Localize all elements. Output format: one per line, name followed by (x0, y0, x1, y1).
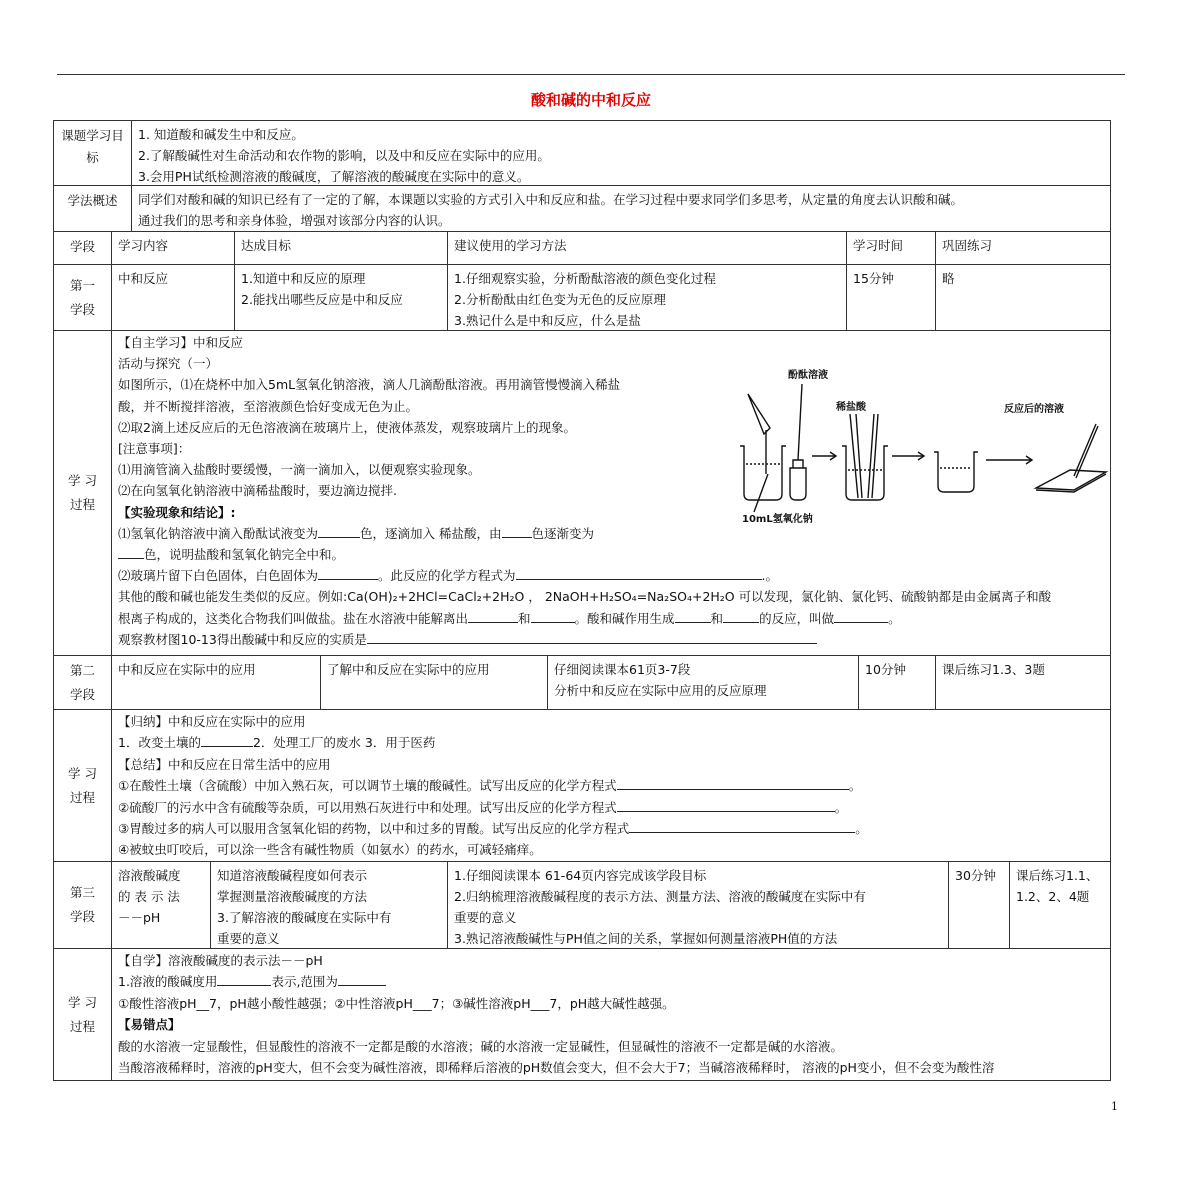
arrow-icon (986, 456, 1032, 464)
answer-blank[interactable] (516, 566, 762, 580)
answer-blank[interactable] (629, 819, 855, 833)
stage3-practice: 课后练习1.1、 1.2、2、4题 (1009, 861, 1111, 949)
answer-blank[interactable] (502, 524, 532, 538)
answer-blank[interactable] (201, 733, 253, 747)
stage1-goals: 1.知道中和反应的原理 2.能找出哪些反应是中和反应 (234, 264, 448, 331)
stage1-content: 中和反应 (111, 264, 235, 331)
objectives-label: 课题学习目标 (53, 120, 132, 186)
diagram-label-phenolphthalein: 酚酞溶液 (788, 370, 828, 381)
answer-blank[interactable] (367, 630, 817, 644)
header-time: 学习时间 (846, 231, 936, 265)
answer-blank[interactable] (531, 609, 575, 623)
process2-content: 【归纳】中和反应在实际中的应用 1．改变土壤的 2．处理工厂的废水 3．用于医药 【总结】中和反应在日常生活中的应用 ①在酸性土壤（含硫酸）中加入熟石灰，可以调节土壤的酸碱性。试写出反应的化学方程式 。 ②硫酸厂的污水中含有硫酸等杂质，可以用熟石灰进行中和处理。试写出反应的化学方程式 。 ③胃酸过多的病人可以服用含氢氧化铝的药物，以中和过多的胃酸。试写出反应的化学方程式 。 ④被蚊虫叮咬后，可以涂一些含有碱性物质（如氨水）的药水，可减轻痛痒。 (111, 709, 1111, 862)
glass-slide-icon (1036, 424, 1106, 492)
beaker-icon (842, 414, 888, 500)
header-stage: 学段 (53, 231, 112, 265)
answer-blank[interactable] (318, 566, 378, 580)
stage1-practice: 略 (935, 264, 1111, 331)
document-title: 酸和碱的中和反应 (530, 91, 651, 109)
method-line: 同学们对酸和碱的知识已经有了一定的了解，本课题以实验的方式引入中和反应和盐。在学习过程中要求同学们多思考，从定量的角度去认识酸和碱。 (138, 192, 964, 207)
experiment-diagram (740, 364, 1110, 530)
answer-blank[interactable] (318, 524, 360, 538)
stage3-methods: 1.仔细阅读课本 61-64页内容完成该学段目标 2.归纳梳理溶液酸碱程度的表示方法、测量方法、溶液的酸碱度在实际中有 重要的意义 3.熟记溶液酸碱性与PH值之间的关系，掌握如何测量溶液PH值的方法 (447, 861, 949, 949)
objective-line: 2.了解酸碱性对生命活动和农作物的影响，以及中和反应在实际中的应用。 (138, 148, 550, 163)
method-line: 通过我们的思考和亲身体验，增强对该部分内容的认识。 (138, 213, 451, 228)
answer-blank[interactable] (468, 609, 518, 623)
process1-content: 【自主学习】中和反应 活动与探究（一） 如图所示，⑴在烧杯中加入5mL氢氧化钠溶液，滴人几滴酚酞溶液。再用滴管慢慢滴入稀盐 酸，并不断搅拌溶液，至溶液颜色恰好变成无色为止。 ⑵取2滴上述反应后的无色溶液滴在玻璃片上，使液体蒸发，观察玻璃片上的现象。 [注意事项]： ⑴用滴管滴入盐酸时要缓慢，一滴一滴加入，以便观察实验现象。 ⑵在向氢氧化钠溶液中滴稀盐酸时，要边滴边搅拌. 【实验现象和结论】: ⑴氢氧化钠溶液中滴入酚酞试液变为 色，逐滴加入 稀盐酸，由 色逐渐变为 色，说明盐酸和氢氧化钠完全中和。 ⑵玻璃片留下白色固体，白色固体为 。此反应的化学方程式为 .。 其他的酸和碱也能发生类似的反应。例如:Ca(OH)₂+2HCl=CaCl₂+2H₂O ， 2NaOH+H₂SO₄=Na₂SO₄+2H₂O 可以发现，氯化钠、氯化钙、硫酸钠都是由金属离子和酸 根离子构成的，这类化合物我们叫做盐。盐在水溶液中能解离出 和 。酸和碱作用生成 和 的反应，叫做 。 观察教材图10-13得出酸碱中和反应的实质是 (111, 330, 1111, 656)
process2-label: 学 习过程 (53, 709, 112, 862)
stage2-methods: 仔细阅读课本61页3-7段 分析中和反应在实际中应用的反应原理 (547, 655, 859, 710)
header-goal: 达成目标 (234, 231, 448, 265)
stage2-content: 中和反应在实际中的应用 (111, 655, 321, 710)
stage2-goal: 了解中和反应在实际中的应用 (320, 655, 548, 710)
answer-blank[interactable] (118, 545, 144, 559)
page-number: 1 (1111, 1100, 1118, 1113)
answer-blank[interactable] (217, 972, 271, 986)
stage2-label: 第二学段 (53, 655, 112, 710)
header-practice: 巩固练习 (935, 231, 1111, 265)
arrow-icon (892, 452, 924, 460)
dropper-bottle-icon (790, 384, 806, 500)
header-content: 学习内容 (111, 231, 235, 265)
stage3-label: 第三学段 (53, 861, 112, 949)
stage1-label: 第一学段 (53, 264, 112, 331)
header-method: 建议使用的学习方法 (447, 231, 847, 265)
header-rule (57, 74, 1125, 75)
stage2-time: 10分钟 (858, 655, 936, 710)
answer-blank[interactable] (338, 972, 386, 986)
method-label: 学法概述 (53, 185, 132, 232)
stage1-methods: 1.仔细观察实验，分析酚酞溶液的颜色变化过程 2.分析酚酞由红色变为无色的反应原理 3.熟记什么是中和反应，什么是盐 (447, 264, 847, 331)
stage3-time: 30分钟 (948, 861, 1010, 949)
diagram-label-naoh: 10mL氢氧化钠 (742, 514, 813, 525)
arrow-icon (812, 452, 836, 460)
stage1-time: 15分钟 (846, 264, 936, 331)
objective-line: 3.会用PH试纸检测溶液的酸碱度，了解溶液的酸碱度在实际中的意义。 (138, 169, 530, 184)
beaker-icon (934, 452, 978, 492)
answer-blank[interactable] (675, 609, 711, 623)
answer-blank[interactable] (834, 609, 888, 623)
diagram-label-after: 反应后的溶液 (1004, 404, 1064, 415)
objectives-content (131, 120, 1111, 186)
answer-blank[interactable] (617, 798, 835, 812)
objective-line: 1. 知道酸和碱发生中和反应。 (138, 127, 304, 142)
answer-blank[interactable] (617, 776, 849, 790)
method-content (131, 185, 1111, 232)
answer-blank[interactable] (723, 609, 759, 623)
stage3-content: 溶液酸碱度 的 表 示 法 －－pH (111, 861, 211, 949)
stage3-goals: 知道溶液酸碱程度如何表示 掌握测量溶液酸碱度的方法 3.了解溶液的酸碱度在实际中有 重要的意义 (210, 861, 448, 949)
process3-label: 学 习过程 (53, 948, 112, 1081)
beaker-icon (740, 394, 786, 512)
process1-label: 学 习过程 (53, 330, 112, 656)
stage2-practice: 课后练习1.3、3题 (935, 655, 1111, 710)
process3-content: 【自学】溶液酸碱度的表示法－－pH 1.溶液的酸碱度用 表示,范围为 ①酸性溶液pH__7，pH越小酸性越强；②中性溶液pH___7；③碱性溶液pH___7，pH越大碱性越强。 【易错点】 酸的水溶液一定显酸性，但显酸性的溶液不一定都是酸的水溶液；碱的水溶液一定显碱性，但显碱性的溶液不一定都是碱的水溶液。 当酸溶液稀释时，溶液的pH变大，但不会变为碱性溶液，即稀释后溶液的pH数值会变大，但不会大于7；当碱溶液稀释时， 溶液的pH变小，但不会变为酸性溶 (111, 948, 1111, 1081)
diagram-label-hcl: 稀盐酸 (836, 402, 866, 413)
